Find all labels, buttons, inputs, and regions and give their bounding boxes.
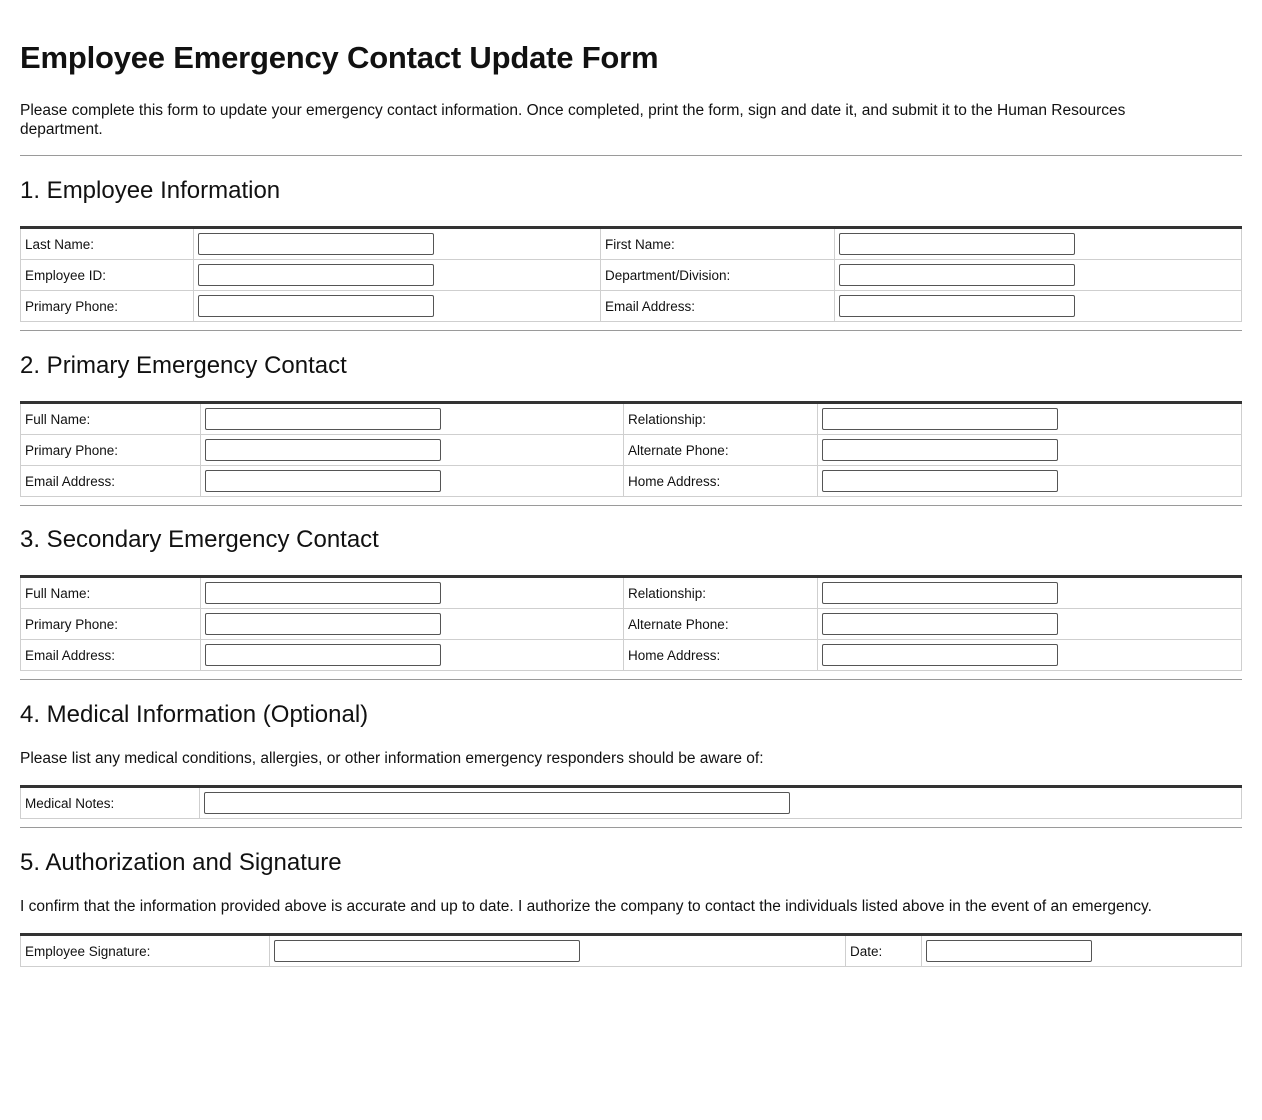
home-address-label: Home Address: <box>624 640 818 671</box>
table-row <box>21 403 1242 435</box>
primary-full-name-field[interactable] <box>205 408 441 430</box>
email-field[interactable] <box>839 295 1075 317</box>
relationship-label: Relationship: <box>624 403 818 435</box>
section-heading-employee: 1. Employee Information <box>20 177 281 204</box>
secondary-full-name-field[interactable] <box>205 582 441 604</box>
secondary-relationship-field[interactable] <box>822 582 1058 604</box>
first-name-field[interactable] <box>839 233 1075 255</box>
relationship-label: Relationship: <box>624 577 818 609</box>
signature-table <box>20 933 1242 967</box>
home-address-label: Home Address: <box>624 466 818 497</box>
signature-label: Employee Signature: <box>21 935 270 967</box>
last-name-field[interactable] <box>198 233 434 255</box>
signature-field[interactable] <box>274 940 580 962</box>
email-label: Email Address: <box>601 291 835 322</box>
primary-phone-field[interactable] <box>198 295 434 317</box>
full-name-label: Full Name: <box>21 577 201 609</box>
section-heading-secondary-contact: 3. Secondary Emergency Contact <box>20 526 379 553</box>
primary-contact-table <box>20 401 1242 497</box>
primary-contact-phone-field[interactable] <box>205 439 441 461</box>
email-label: Email Address: <box>21 466 201 497</box>
primary-phone-label: Primary Phone: <box>21 609 201 640</box>
medical-notes-field[interactable] <box>204 792 790 814</box>
secondary-contact-table <box>20 575 1242 671</box>
authorization-statement: I confirm that the information provided above is accurate and up to date. I authorize the company to contact the individuals listed above in the event of an emergency. <box>20 898 1152 915</box>
department-field[interactable] <box>839 264 1075 286</box>
table-row <box>21 577 1242 609</box>
employee-id-field[interactable] <box>198 264 434 286</box>
table-row <box>21 609 1242 640</box>
secondary-alternate-phone-field[interactable] <box>822 613 1058 635</box>
divider <box>20 155 1242 156</box>
secondary-home-address-field[interactable] <box>822 644 1058 666</box>
department-label: Department/Division: <box>601 260 835 291</box>
date-label: Date: <box>846 935 922 967</box>
alternate-phone-label: Alternate Phone: <box>624 609 818 640</box>
alternate-phone-label: Alternate Phone: <box>624 435 818 466</box>
table-row <box>21 787 1242 819</box>
email-label: Email Address: <box>21 640 201 671</box>
primary-relationship-field[interactable] <box>822 408 1058 430</box>
medical-notes-label: Medical Notes: <box>21 787 200 819</box>
secondary-phone-field[interactable] <box>205 613 441 635</box>
secondary-email-field[interactable] <box>205 644 441 666</box>
primary-alternate-phone-field[interactable] <box>822 439 1058 461</box>
primary-phone-label: Primary Phone: <box>21 291 194 322</box>
page-title: Employee Emergency Contact Update Form <box>20 40 659 75</box>
divider <box>20 330 1242 331</box>
table-row <box>21 435 1242 466</box>
divider <box>20 505 1242 506</box>
table-row <box>21 291 1242 322</box>
table-row <box>21 466 1242 497</box>
section-heading-medical: 4. Medical Information (Optional) <box>20 701 369 728</box>
section-heading-authorization: 5. Authorization and Signature <box>20 849 342 876</box>
medical-table <box>20 785 1242 819</box>
divider <box>20 827 1242 828</box>
table-row <box>21 935 1242 967</box>
medical-instructions: Please list any medical conditions, allergies, or other information emergency responders should be aware of: <box>20 750 764 767</box>
full-name-label: Full Name: <box>21 403 201 435</box>
table-row <box>21 228 1242 260</box>
divider <box>20 679 1242 680</box>
first-name-label: First Name: <box>601 228 835 260</box>
table-row <box>21 260 1242 291</box>
date-field[interactable] <box>926 940 1092 962</box>
primary-home-address-field[interactable] <box>822 470 1058 492</box>
employee-id-label: Employee ID: <box>21 260 194 291</box>
primary-phone-label: Primary Phone: <box>21 435 201 466</box>
intro-text: Please complete this form to update your emergency contact information. Once completed, print the form, sign and date it, and submit it to the Human Resources department. <box>20 102 1126 138</box>
primary-email-field[interactable] <box>205 470 441 492</box>
last-name-label: Last Name: <box>21 228 194 260</box>
employee-info-table <box>20 226 1242 322</box>
section-heading-primary-contact: 2. Primary Emergency Contact <box>20 352 347 379</box>
table-row <box>21 640 1242 671</box>
